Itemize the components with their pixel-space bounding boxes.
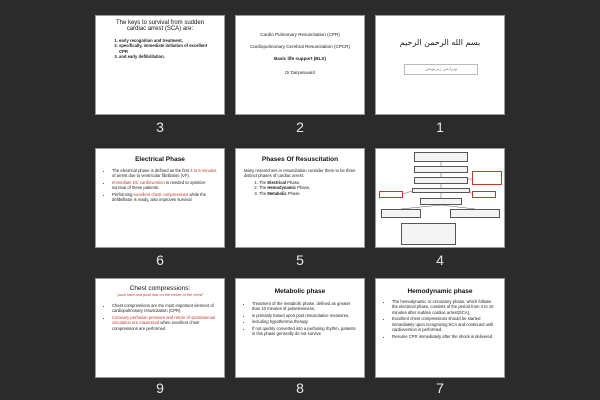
slide-number: 8 [296, 380, 304, 396]
slide-line: Basic life support (BLS) [273, 55, 327, 61]
slide-list [385, 299, 498, 339]
list-item: 2. specifically, immediate initiation of excellent CPR [119, 43, 216, 54]
slide-line: Cardiopulmonary Cerebral Resuscitation (CPCR) [249, 43, 351, 49]
list-item: • The hemodynamic or circulatory phase, which follows the electrical phase, consists of the period from 4 to 10 minutes after sudden cardiac arrest(SCA), [392, 299, 498, 315]
slide-list [105, 303, 218, 331]
slide-thumbnail-8[interactable] [235, 278, 365, 378]
list-item: • The electrical phase is defined as the first 4 to 5 minutes of arrest due to ventricular fibrillation (VF). [112, 168, 218, 179]
slide-line: Cardio Pulmonary Resuscitation (CPR) [260, 32, 340, 37]
slide-thumbnail-9[interactable] [95, 278, 225, 378]
slide-thumbnail-1[interactable] [375, 15, 505, 115]
slide-thumbnail-5[interactable] [235, 148, 365, 248]
list-item: • Coronary perfusion pressure and return of spontaneous circulation are maximized when excellent chest compressions are performed [112, 315, 218, 331]
subtitle-placeholder: ویرایش زیرنویس [404, 64, 478, 75]
slide-list [110, 38, 216, 60]
slide-title: Hemodynamic phase [407, 288, 473, 295]
slide-title: The keys to survival from sudden cardiac arrest (SCA) are: [115, 20, 205, 32]
slide-number: 7 [436, 380, 444, 396]
list-item: 2. The Hemodynamic Phase, [259, 185, 356, 190]
slide-number: 6 [156, 252, 164, 268]
flowchart-connectors [376, 149, 505, 248]
slide-thumbnail-7[interactable] [375, 278, 505, 378]
list-item: • Resume CPR immediately after the shock is delivered. [392, 334, 498, 339]
slide-thumbnail-2[interactable] [235, 15, 365, 115]
slide-author: Dr Daryanavard [285, 69, 315, 75]
list-item: • Excellent chest compressions should be started immediately upon recognizing SCA and continued until cardioversion is performed. [392, 316, 498, 332]
slide-intro: Many researchers in resuscitation consider there to be three distinct phases of cardiac arrest: [244, 168, 356, 179]
list-item: • Treatment of the metabolic phase, defined as greater than 10 minutes of pulselessness, [252, 301, 358, 312]
slide-title: Electrical Phase [135, 156, 185, 163]
slide-list [245, 301, 358, 337]
list-item: 3. The Metabolic Phase [259, 191, 356, 196]
list-item: 1. early recognition and treatment, [119, 38, 216, 43]
list-item: 3. and early defibrillation. [119, 54, 216, 59]
slide-quote: "push hard and push fast on the center of the chest" [116, 293, 204, 297]
slide-number: 4 [436, 252, 444, 268]
list-item: • is primarily based upon post resuscitative measures, [252, 313, 358, 318]
list-item: • Immediate DC cardioversion is needed to optimize survival of these patients. [112, 180, 218, 191]
bismillah-text: بسم الله الرحمن الرحیم [399, 38, 481, 47]
list-item: • Chest compressions are the most important element of cardiopulmonary resuscitation (CPR) [112, 303, 218, 314]
list-item: • including hypothermia therapy [252, 319, 358, 324]
slide-title: Chest compressions: [129, 285, 191, 292]
slide-thumbnail-6[interactable] [95, 148, 225, 248]
list-item: • Performing excellent chest compressions while the defibrillator is ready, also improves survival [112, 192, 218, 203]
slide-thumbnail-3[interactable] [95, 15, 225, 115]
slide-title: Metabolic phase [274, 288, 326, 295]
slide-thumbnail-4[interactable] [375, 148, 505, 248]
slide-number: 3 [156, 119, 164, 135]
slide-number: 1 [436, 119, 444, 135]
slide-number: 5 [296, 252, 304, 268]
slide-list [105, 168, 218, 203]
slide-number: 9 [156, 380, 164, 396]
slide-number: 2 [296, 119, 304, 135]
list-item: 1. The Electrical Phase, [259, 180, 356, 185]
list-item: • If not quickly converted into a perfusing rhythm, patients in this phase generally do not survive [252, 326, 358, 337]
phase-list [250, 180, 356, 196]
slide-title: Phases Of Resuscitation [261, 156, 339, 163]
